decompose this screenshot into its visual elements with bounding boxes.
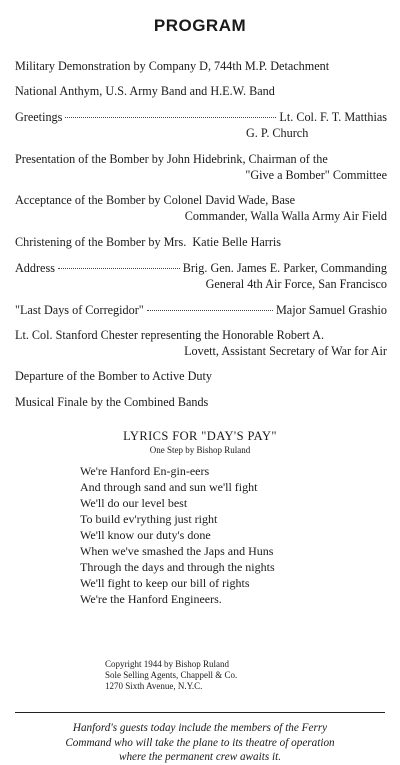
verse-line: To build ev'rything just right bbox=[80, 512, 218, 526]
program-label: Greetings bbox=[15, 110, 63, 124]
program-line: Musical Finale by the Combined Bands bbox=[15, 395, 209, 409]
divider bbox=[15, 712, 385, 713]
program-item bbox=[15, 109, 387, 141]
program-item bbox=[15, 368, 387, 384]
program-line-cont: General 4th Air Force, San Francisco bbox=[205, 277, 387, 291]
program-label: Address bbox=[15, 261, 55, 275]
program-speaker: Brig. Gen. James E. Parker, Commanding bbox=[182, 261, 387, 275]
verse-line: We'll do our level best bbox=[80, 496, 188, 510]
verse-line: When we've smashed the Japs and Huns bbox=[80, 544, 274, 558]
program-label: "Last Days of Corregidor" bbox=[15, 303, 144, 317]
guest-note bbox=[0, 721, 400, 765]
verse-line: We're Hanford En-gin-eers bbox=[80, 464, 210, 478]
program-item bbox=[15, 151, 387, 183]
verse-line: We're the Hanford Engineers. bbox=[80, 592, 222, 606]
dot-leader bbox=[65, 117, 276, 118]
program-speaker: Lt. Col. F. T. Matthias bbox=[279, 110, 387, 124]
program-item bbox=[15, 83, 387, 99]
copyright-line: 1270 Sixth Avenue, N.Y.C. bbox=[105, 681, 203, 691]
program-line: National Anthym, U.S. Army Band and H.E.W. Band bbox=[15, 84, 275, 98]
program-line: Presentation of the Bomber by John Hidebrink, Chairman of the bbox=[15, 152, 328, 166]
program-speaker: Major Samuel Grashio bbox=[275, 303, 387, 317]
lyrics-section bbox=[0, 429, 400, 606]
verse-line: We'll fight to keep our bill of rights bbox=[80, 576, 250, 590]
program-item bbox=[15, 234, 387, 250]
program-line: Christening of the Bomber by Mrs. Katie Belle Harris bbox=[15, 235, 282, 249]
program-item bbox=[15, 260, 387, 292]
copyright-notice bbox=[105, 659, 237, 692]
program-item bbox=[15, 58, 387, 74]
dot-leader bbox=[147, 310, 273, 311]
note-line: Hanford's guests today include the members of the Ferry bbox=[72, 722, 328, 734]
copyright-line: Sole Selling Agents, Chappell & Co. bbox=[105, 670, 238, 680]
program-line-cont: Commander, Walla Walla Army Air Field bbox=[184, 209, 387, 223]
program-item bbox=[15, 192, 387, 224]
verse-line: And through sand and sun we'll fight bbox=[80, 480, 258, 494]
program-line: Military Demonstration by Company D, 744th M.P. Detachment bbox=[15, 59, 330, 73]
program-item bbox=[15, 302, 387, 318]
dot-leader bbox=[58, 268, 180, 269]
program-line: Lt. Col. Stanford Chester representing the Honorable Robert A. bbox=[15, 328, 325, 342]
program-line: Acceptance of the Bomber by Colonel David Wade, Base bbox=[15, 193, 296, 207]
program-line-cont: "Give a Bomber" Committee bbox=[245, 168, 387, 182]
verse-line: We'll know our duty's done bbox=[80, 528, 211, 542]
program-line: Departure of the Bomber to Active Duty bbox=[15, 369, 212, 383]
program-item bbox=[15, 394, 387, 410]
page-title: PROGRAM bbox=[153, 16, 247, 35]
lyrics-title: LYRICS FOR "DAY'S PAY" bbox=[123, 429, 277, 443]
program-item bbox=[15, 327, 387, 359]
lyrics-verse bbox=[80, 463, 275, 607]
lyrics-subtitle: One Step by Bishop Ruland bbox=[149, 445, 251, 455]
program-line-cont: Lovett, Assistant Secretary of War for Air bbox=[184, 344, 387, 358]
verse-line: Through the days and through the nights bbox=[80, 560, 275, 574]
note-line: where the permanent crew awaits it. bbox=[119, 751, 281, 763]
program-line-cont: G. P. Church bbox=[246, 126, 309, 140]
note-line: Command who will take the plane to its theatre of operation bbox=[65, 736, 335, 749]
copyright-line: Copyright 1944 by Bishop Ruland bbox=[105, 659, 230, 669]
